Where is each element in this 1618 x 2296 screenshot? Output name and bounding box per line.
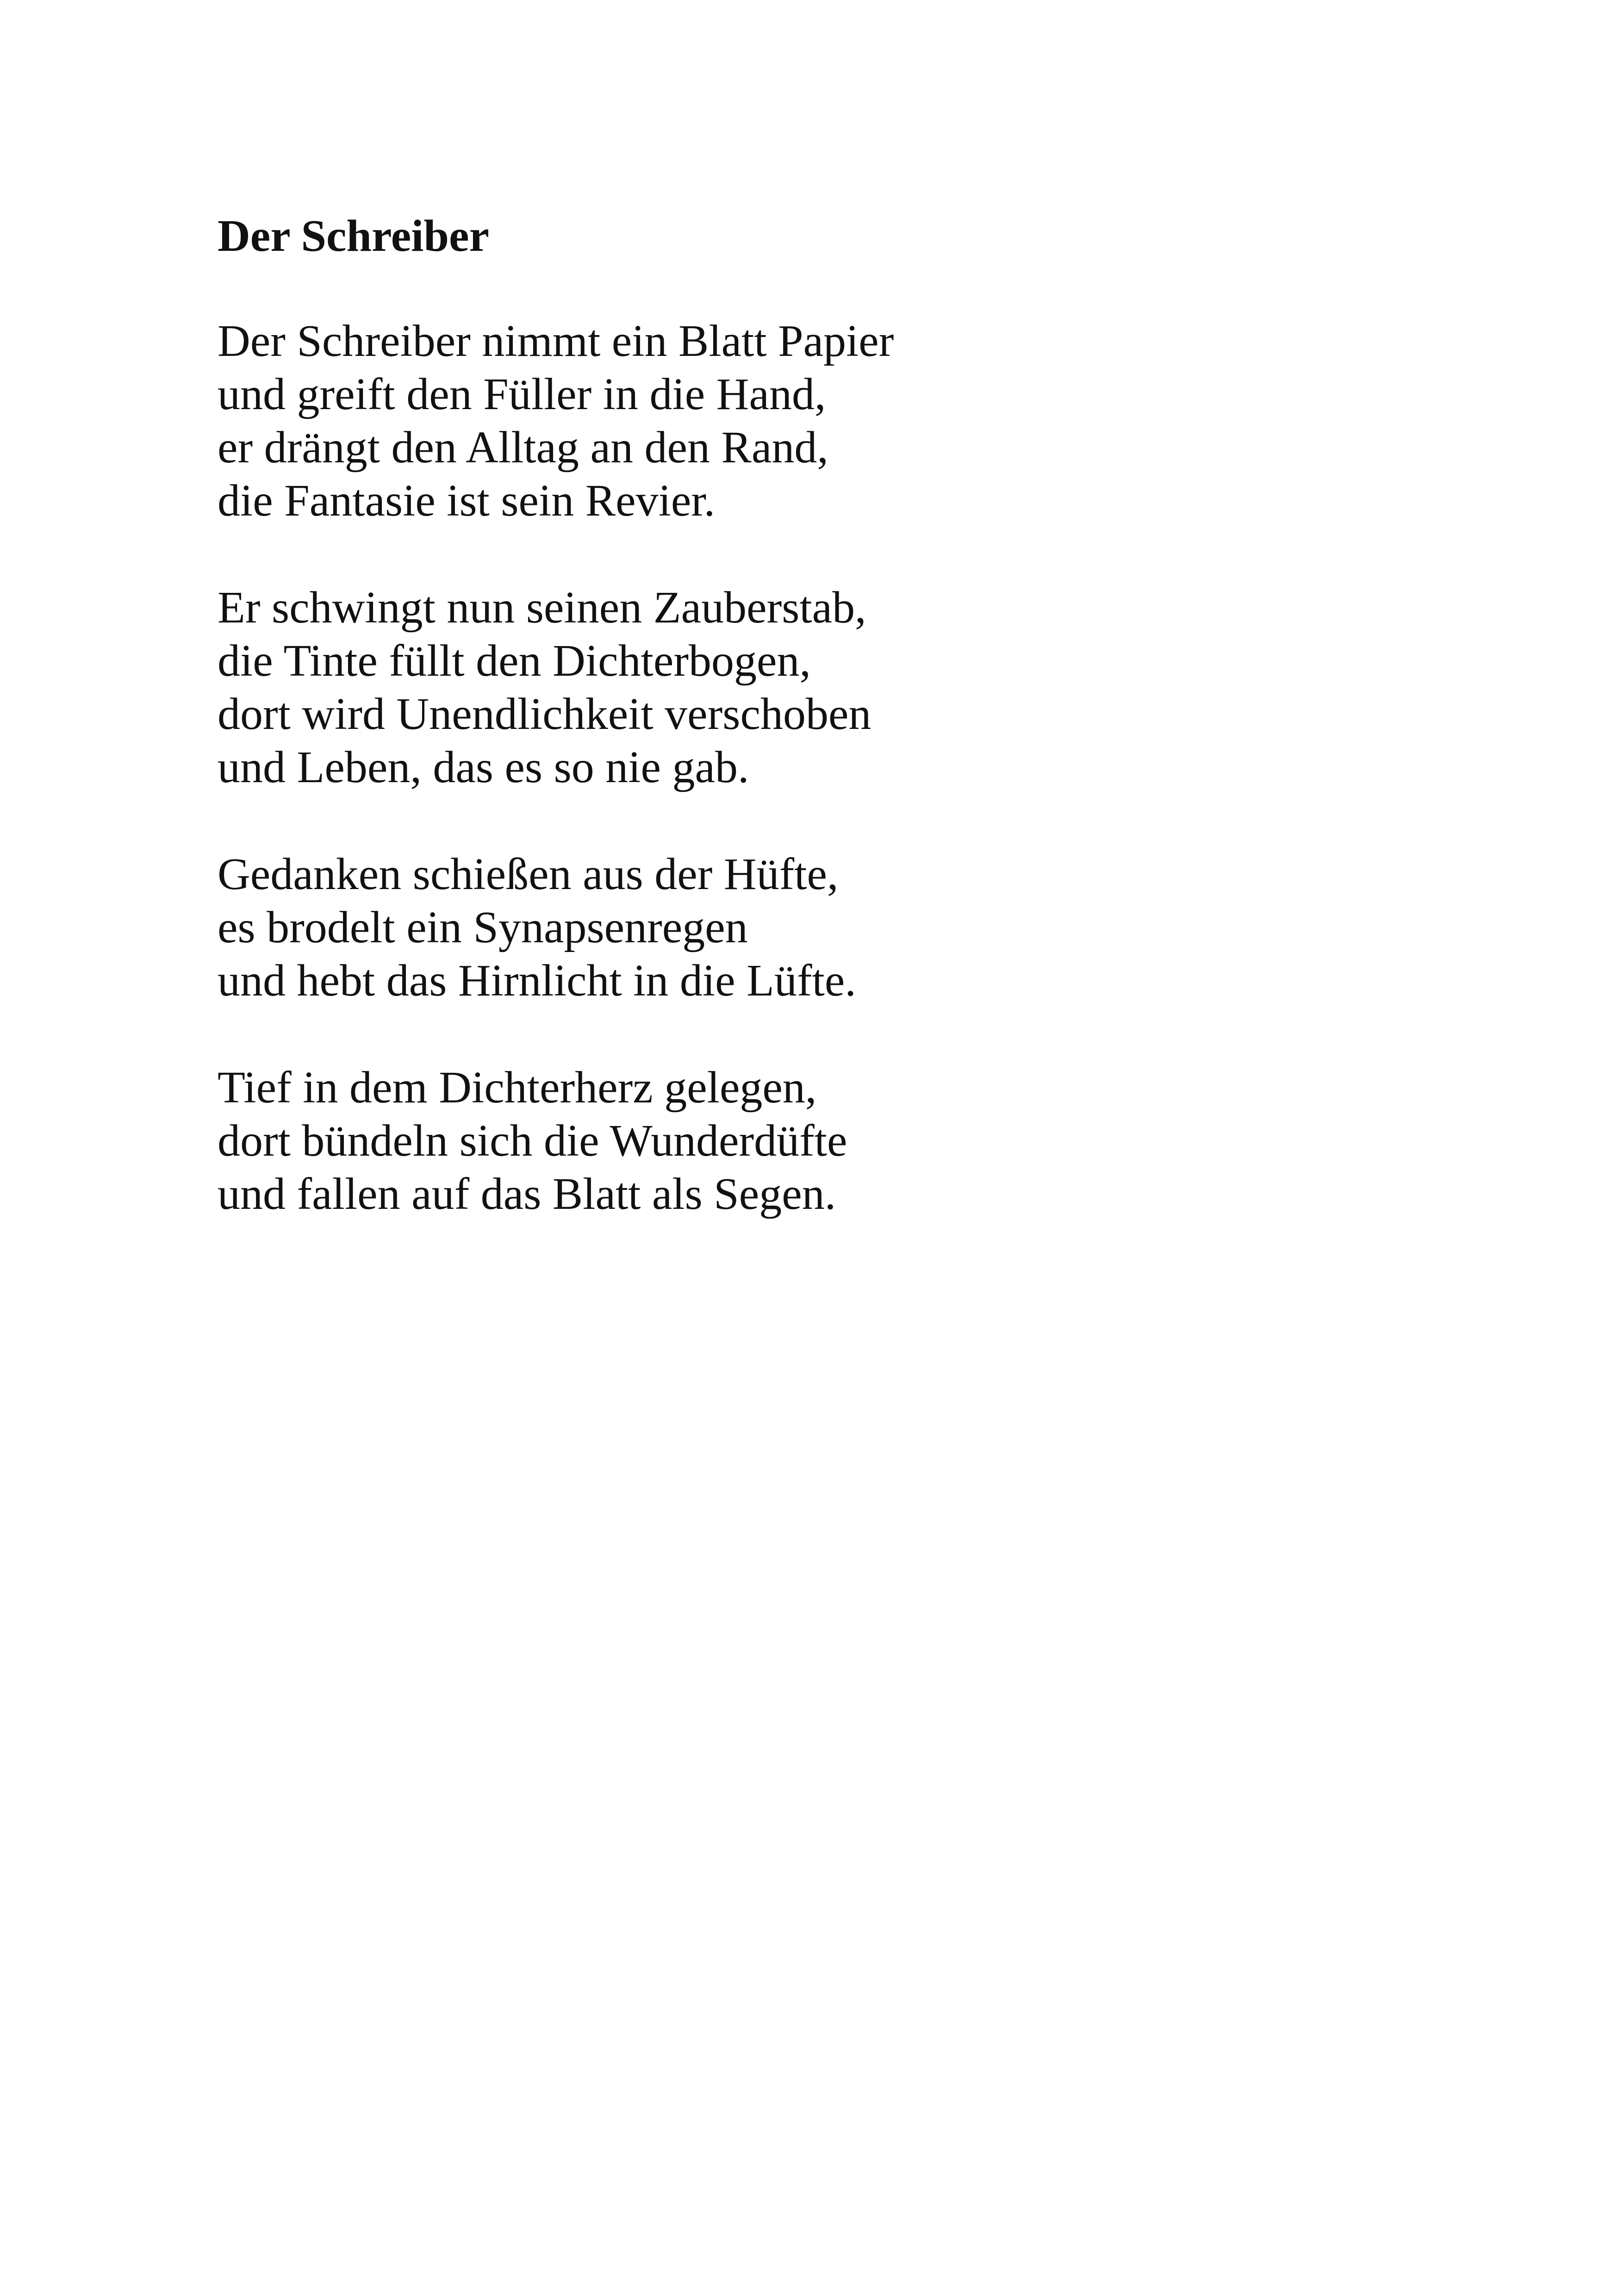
stanza-1 xyxy=(218,315,1467,528)
stanza-2 xyxy=(218,581,1467,794)
stanza-3-line-1: Gedanken schießen aus der Hüfte, xyxy=(218,849,839,899)
stanza-4-line-3: und fallen auf das Blatt als Segen. xyxy=(218,1169,836,1219)
stanza-4-line-2: dort bündeln sich die Wunderdüfte xyxy=(218,1116,847,1166)
stanza-1-line-3: er drängt den Alltag an den Rand, xyxy=(218,423,828,473)
stanza-2-line-4: und Leben, das es so nie gab. xyxy=(218,742,749,792)
stanza-2-line-3: dort wird Unendlichkeit verschoben xyxy=(218,689,871,739)
stanza-2-line-1: Er schwingt nun seinen Zauberstab, xyxy=(218,583,866,633)
poem xyxy=(218,208,1467,1221)
poem-title: Der Schreiber xyxy=(218,211,489,261)
poem-stanzas xyxy=(218,315,1467,1221)
stanza-3 xyxy=(218,848,1467,1008)
stanza-3-line-3: und hebt das Hirnlicht in die Lüfte. xyxy=(218,956,856,1006)
stanza-1-line-1: Der Schreiber nimmt ein Blatt Papier xyxy=(218,316,894,366)
stanza-4 xyxy=(218,1061,1467,1221)
stanza-2-line-2: die Tinte füllt den Dichterbogen, xyxy=(218,636,811,686)
stanza-1-line-4: die Fantasie ist sein Revier. xyxy=(218,476,716,526)
stanza-4-line-1: Tief in dem Dichterherz gelegen, xyxy=(218,1063,817,1113)
stanza-1-line-2: und greift den Füller in die Hand, xyxy=(218,369,826,419)
stanza-3-line-2: es brodelt ein Synapsenregen xyxy=(218,902,748,952)
